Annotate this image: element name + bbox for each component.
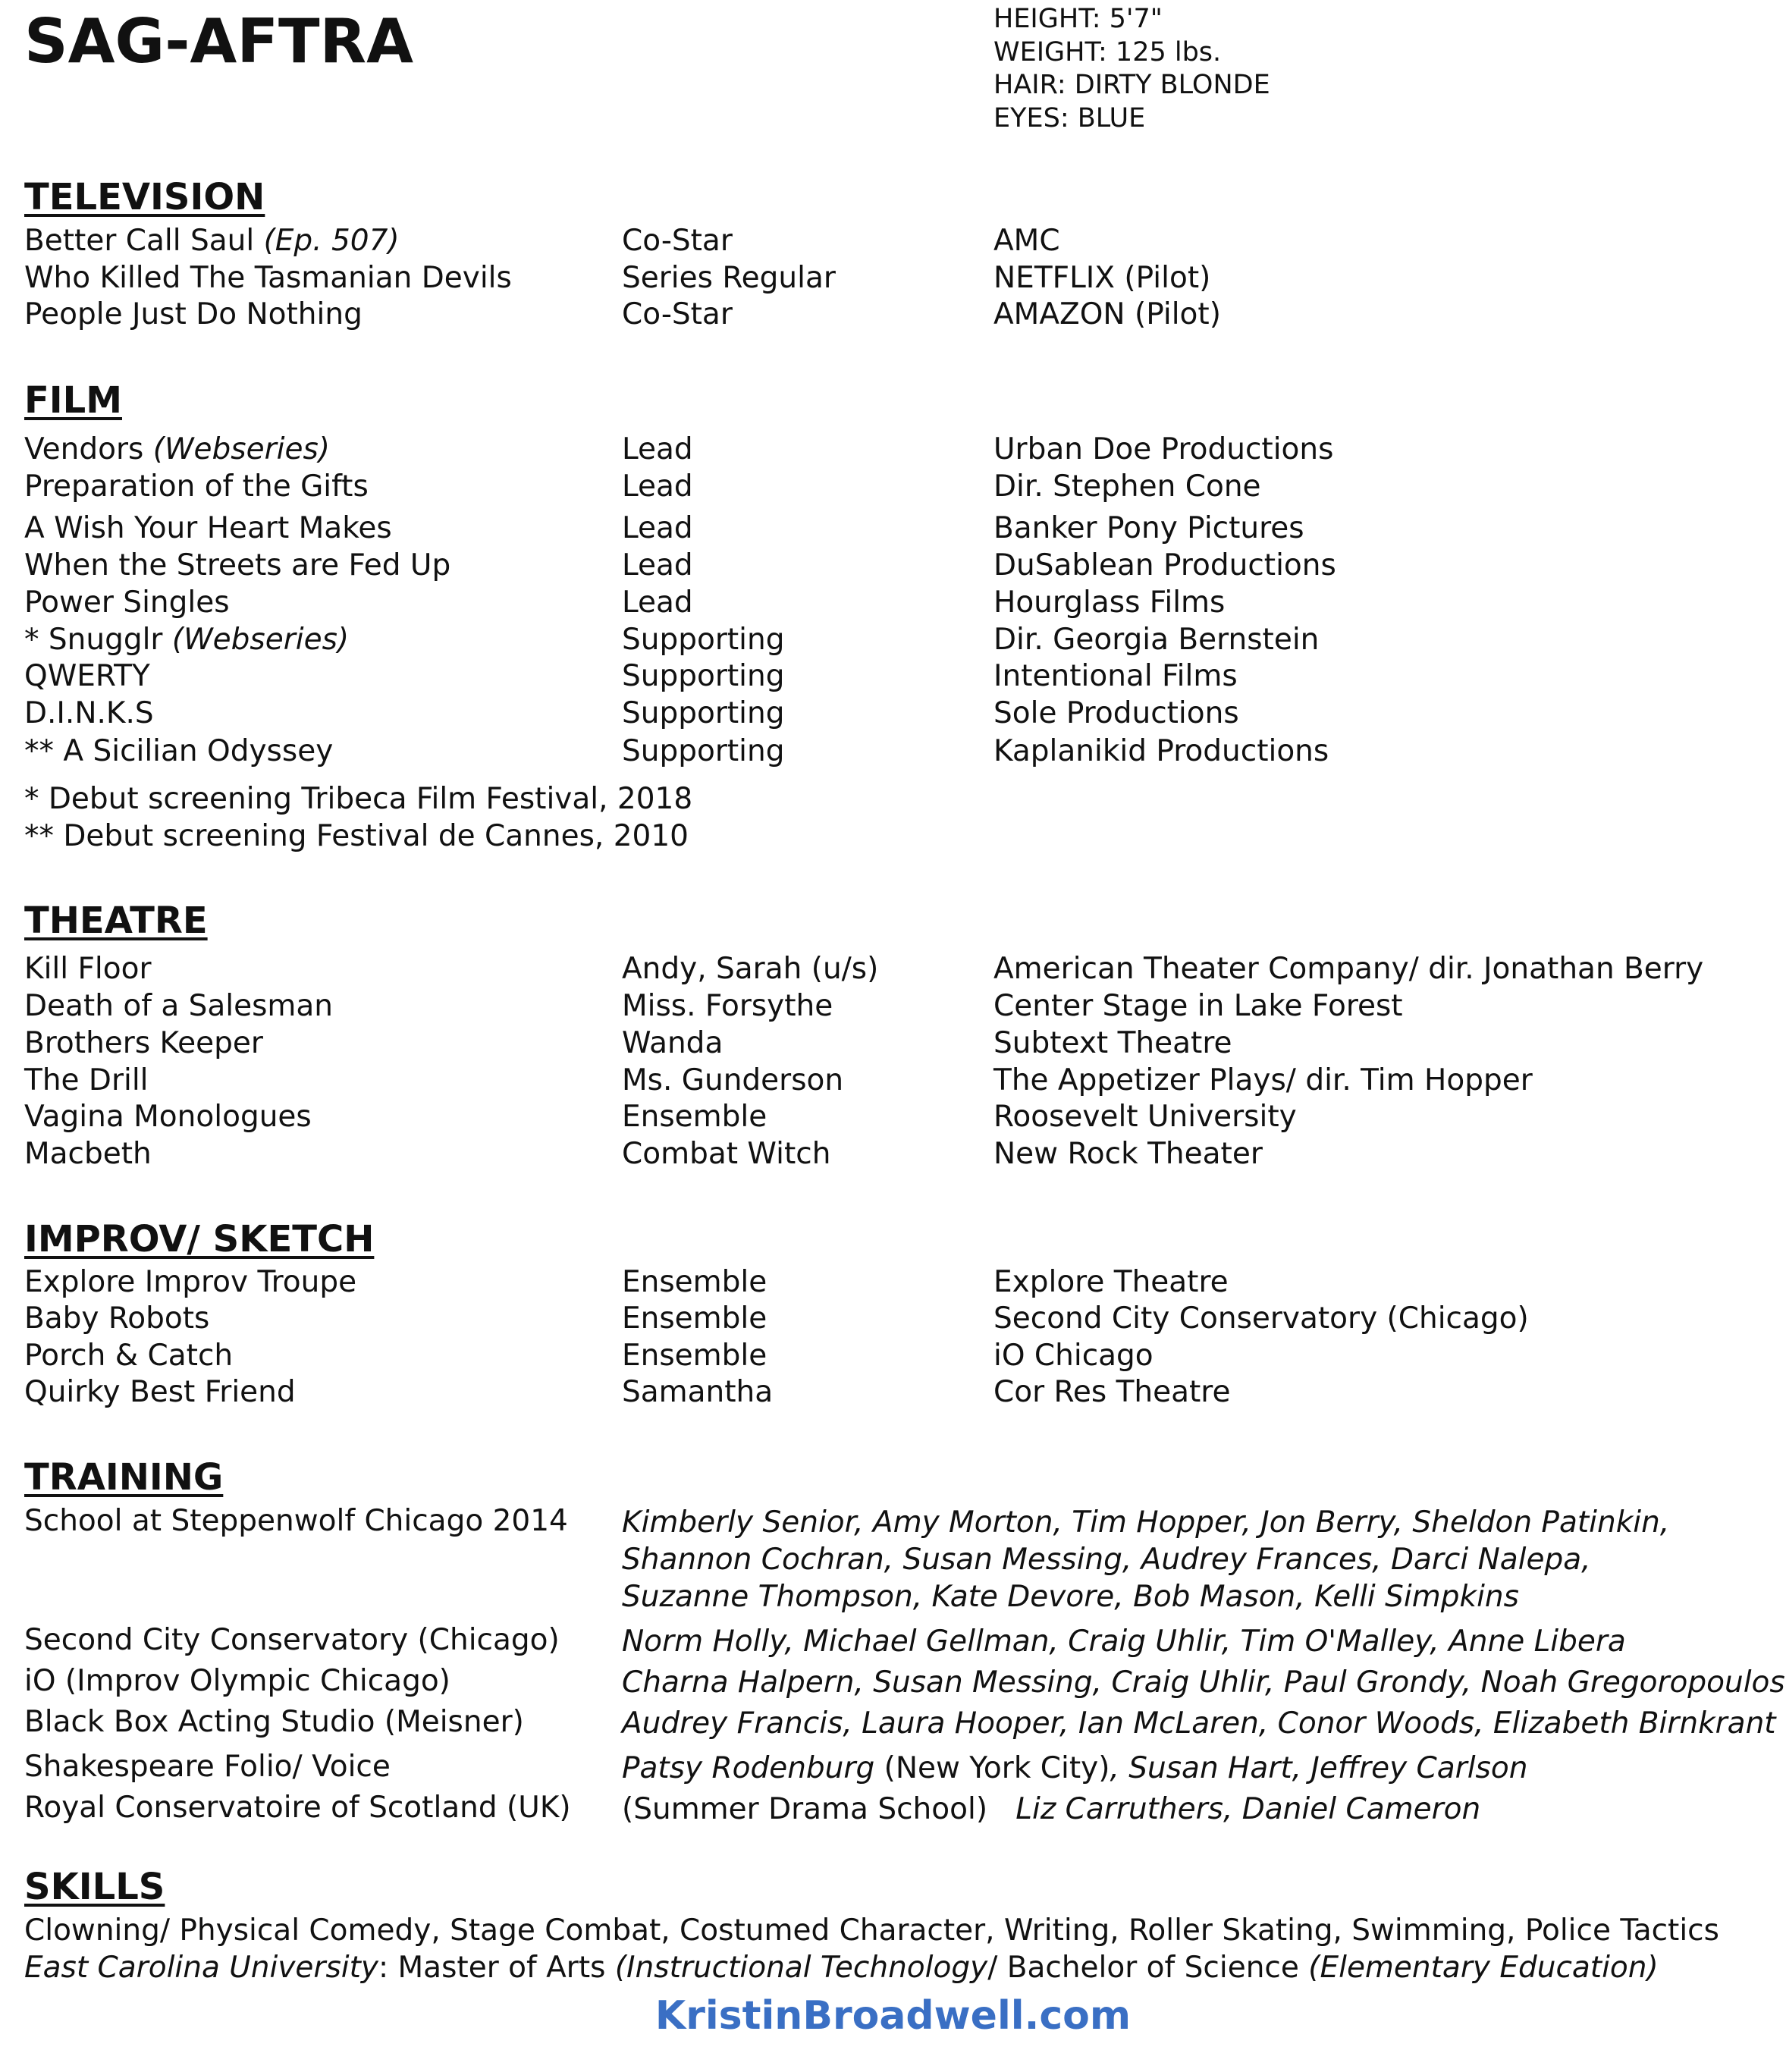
credit-title: Macbeth [24,1137,152,1171]
credit-role: Wanda [622,1026,724,1060]
skills-list: Clowning/ Physical Comedy, Stage Combat, Costumed Character, Writing, Roller Skating, Swimming, Police Tactics [24,1913,1719,1948]
credit-company: American Theater Company/ dir. Jonathan Berry [993,952,1704,986]
credit-row [0,297,1786,334]
film-heading: FILM [24,379,122,422]
credit-row [0,261,1786,298]
credit-row [0,1063,1786,1100]
credit-title: ** A Sicilian Odyssey [24,734,334,768]
credit-row [0,585,1786,623]
credit-company: Explore Theatre [993,1265,1229,1299]
credit-row [0,511,1786,548]
education-line [24,1951,1659,1985]
credit-title: Power Singles [24,585,230,620]
credit-row [0,734,1786,771]
credit-role: Lead [622,511,693,545]
teacher-line: Kimberly Senior, Amy Morton, Tim Hopper, Jon Berry, Sheldon Patinkin, [622,1505,1670,1540]
credit-row [0,1301,1786,1339]
credit-role: Lead [622,585,693,620]
credit-row [0,224,1786,261]
training-teachers: Norm Holly, Michael Gellman, Craig Uhlir, Tim O'Malley, Anne Libera [622,1625,1626,1659]
credit-company: Center Stage in Lake Forest [993,989,1403,1023]
credit-title: Preparation of the Gifts [24,469,369,504]
credit-note: (Ep. 507) [263,224,400,258]
credit-row [0,432,1786,469]
credit-row [0,548,1786,585]
credit-row [0,1265,1786,1302]
credit-role: Ms. Gunderson [622,1063,844,1097]
credit-company: Kaplanikid Productions [993,734,1329,768]
university: East Carolina University [24,1951,378,1985]
credit-company: Banker Pony Pictures [993,511,1304,545]
credit-title: Porch & Catch [24,1339,234,1373]
credit-company: Dir. Stephen Cone [993,469,1261,504]
degree: / Bachelor of Science [987,1951,1309,1985]
credit-title: Kill Floor [24,952,152,986]
credit-role: Ensemble [622,1339,767,1373]
training-location: (New York City) [874,1751,1110,1785]
training-heading: TRAINING [24,1456,224,1499]
credit-company: Dir. Georgia Bernstein [993,623,1320,657]
credit-role: Ensemble [622,1301,767,1336]
skills-heading: SKILLS [24,1866,165,1908]
credit-company: The Appetizer Plays/ dir. Tim Hopper [993,1063,1533,1097]
teacher-line: Shannon Cochran, Susan Messing, Audrey Frances, Darci Nalepa, [622,1543,1591,1577]
credit-row [0,1100,1786,1137]
credit-title: Baby Robots [24,1301,210,1336]
credit-title: Brothers Keeper [24,1026,263,1060]
credit-title: Better Call Saul [24,224,264,258]
hair-stat: HAIR: DIRTY BLONDE [993,70,1270,100]
credit-title: When the Streets are Fed Up [24,548,451,582]
degree-field: (Instructional Technology [614,1951,988,1985]
television-heading: TELEVISION [24,176,265,218]
height-stat: HEIGHT: 5'7" [993,4,1163,34]
credit-title: Quirky Best Friend [24,1375,296,1409]
credit-company: AMAZON (Pilot) [993,297,1221,331]
credit-role: Supporting [622,659,785,693]
training-school: School at Steppenwolf Chicago 2014 [24,1504,568,1538]
credit-role: Supporting [622,623,785,657]
credit-row [0,1026,1786,1063]
weight-stat: WEIGHT: 125 lbs. [993,36,1222,67]
website-link[interactable]: KristinBroadwell.com [654,1993,1132,2039]
credit-title: D.I.N.K.S [24,696,154,730]
credit-row [0,469,1786,507]
training-school: Black Box Acting Studio (Meisner) [24,1705,524,1739]
degree-field: (Elementary Education) [1308,1951,1659,1985]
theatre-heading: THEATRE [24,899,208,942]
credit-title: The Drill [24,1063,149,1097]
union-affiliation: SAG-AFTRA [24,6,414,77]
eyes-stat: EYES: BLUE [993,102,1146,133]
credit-company: iO Chicago [993,1339,1154,1373]
teacher-name: Patsy Rodenburg [622,1751,875,1785]
credit-role: Samantha [622,1375,774,1409]
credit-role: Ensemble [622,1100,767,1134]
credit-company: Subtext Theatre [993,1026,1232,1060]
teacher-line: Suzanne Thompson, Kate Devore, Bob Mason, Kelli Simpkins [622,1580,1519,1614]
credit-company: New Rock Theater [993,1137,1263,1171]
film-footnote: * Debut screening Tribeca Film Festival, 2018 [24,782,693,816]
credit-row [0,1339,1786,1376]
credit-row [0,1375,1786,1412]
credit-title: Death of a Salesman [24,989,334,1023]
credit-row [0,989,1786,1026]
teacher-names: , Susan Hart, Jeffrey Carlson [1110,1751,1528,1785]
credit-company: Roosevelt University [993,1100,1297,1134]
credit-role: Combat Witch [622,1137,831,1171]
training-teachers [622,1791,1480,1828]
credit-company: NETFLIX (Pilot) [993,261,1211,295]
credit-role: Co-Star [622,224,733,258]
credit-title: Who Killed The Tasmanian Devils [24,261,512,295]
training-teachers: Audrey Francis, Laura Hooper, Ian McLaren, Conor Woods, Elizabeth Birnkrant [622,1706,1776,1741]
credit-role: Lead [622,548,693,582]
credit-role: Lead [622,432,693,466]
training-school: Shakespeare Folio/ Voice [24,1750,391,1784]
training-school: iO (Improv Olympic Chicago) [24,1664,450,1698]
credit-role: Supporting [622,734,785,768]
credit-title: * Snugglr [24,623,172,657]
physical-stats [993,3,1270,135]
training-teachers: Charna Halpern, Susan Messing, Craig Uhlir, Paul Grondy, Noah Gregoropoulos [622,1665,1785,1700]
credit-row [0,659,1786,696]
credit-company: Intentional Films [993,659,1238,693]
film-footnote: ** Debut screening Festival de Cannes, 2010 [24,819,689,853]
credit-company: Cor Res Theatre [993,1375,1231,1409]
credit-company: AMC [993,224,1060,258]
credit-company: Second City Conservatory (Chicago) [993,1301,1529,1336]
credit-role: Lead [622,469,693,504]
credit-role: Miss. Forsythe [622,989,833,1023]
training-program: (Summer Drama School) [622,1792,988,1826]
credit-title: Explore Improv Troupe [24,1265,357,1299]
training-school: Second City Conservatory (Chicago) [24,1623,560,1657]
credit-role: Co-Star [622,297,733,331]
credit-role: Supporting [622,696,785,730]
credit-role: Andy, Sarah (u/s) [622,952,879,986]
credit-note: (Webseries) [152,432,330,466]
credit-title: Vagina Monologues [24,1100,312,1134]
credit-note: (Webseries) [171,623,350,657]
credit-company: DuSablean Productions [993,548,1336,582]
credit-title: QWERTY [24,659,150,693]
credit-role: Ensemble [622,1265,767,1299]
credit-company: Hourglass Films [993,585,1226,620]
credit-row [0,1137,1786,1174]
teacher-names: Liz Carruthers, Daniel Cameron [1015,1792,1481,1826]
training-teachers [622,1504,1669,1615]
credit-row [0,623,1786,660]
credit-company: Sole Productions [993,696,1239,730]
training-teachers [622,1750,1527,1787]
credit-role: Series Regular [622,261,836,295]
credit-row [0,952,1786,989]
credit-title: A Wish Your Heart Makes [24,511,392,545]
credit-title: People Just Do Nothing [24,297,363,331]
training-school: Royal Conservatoire of Scotland (UK) [24,1791,571,1825]
credit-title: Vendors [24,432,153,466]
improv-heading: IMPROV/ SKETCH [24,1218,375,1260]
credit-company: Urban Doe Productions [993,432,1334,466]
credit-row [0,696,1786,733]
degree: : Master of Arts [378,1951,615,1985]
